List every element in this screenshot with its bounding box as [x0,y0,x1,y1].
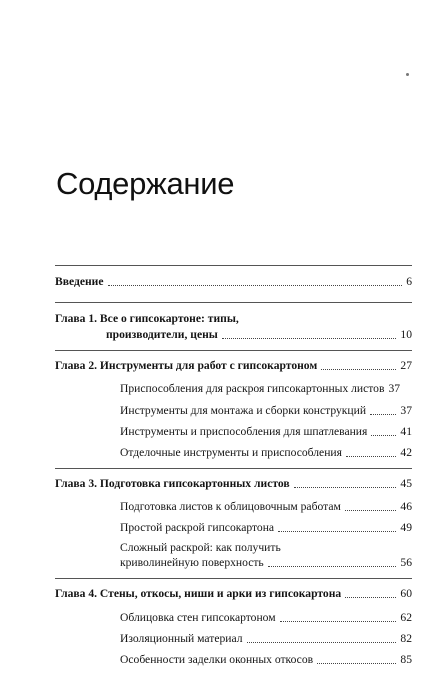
divider [55,302,412,303]
leader-dots [247,642,397,643]
toc-entry-4-3[interactable] [120,653,412,667]
page-title: Содержание [56,166,235,201]
toc-label: Введение [55,275,104,288]
toc-entry-3-3[interactable] [120,556,412,570]
divider [55,265,412,266]
divider [55,578,412,579]
toc-label: Простой раскрой гипсокартона [120,521,275,534]
toc-page-number: 60 [400,587,412,600]
toc-entry-2-3[interactable] [120,425,412,439]
leader-dots [268,566,397,567]
toc-chapter-1-line1[interactable]: Глава 1. Все о гипсокартоне: типы, [55,312,239,325]
leader-dots [280,621,397,622]
leader-dots [108,285,403,286]
leader-dots [345,510,397,511]
toc-label: Глава 3. Подготовка гипсокартонных листов [55,477,290,490]
toc-page-number: 6 [406,275,412,288]
leader-dots [346,456,396,457]
toc-label: Глава 2. Инструменты для работ с гипсокартоном [55,359,318,372]
leader-dots [371,435,396,436]
toc-page-number: 56 [400,556,412,569]
toc-label: Изоляционный материал [120,632,243,645]
leader-dots [345,597,396,598]
toc-label: Приспособления для раскроя гипсокартонных листов [120,382,385,395]
toc-page-number: 41 [400,425,412,438]
toc-label: производители, цены [106,328,218,341]
divider [55,350,412,351]
leader-dots [370,414,396,415]
leader-dots [294,487,397,488]
toc-page-number: 49 [400,521,412,534]
toc-page-number: 37 [388,382,401,395]
toc-entry-4-1[interactable] [120,611,412,625]
toc-page-number: 62 [400,611,412,624]
toc-label: Подготовка листов к облицовочным работам [120,500,341,513]
toc-entry-chapter-1[interactable] [106,328,412,342]
toc-page-number: 46 [400,500,412,513]
toc-entry-4-2[interactable] [120,632,412,646]
toc-entry-3-3-line1[interactable]: Сложный раскрой: как получить [120,541,281,554]
toc-page-number: 37 [400,404,412,417]
toc-label: Глава 4. Стены, откосы, ниши и арки из гипсокартона [55,587,342,600]
toc-page-number: 10 [400,328,412,341]
leader-dots [222,338,397,339]
toc-label: Облицовка стен гипсокартоном [120,611,276,624]
leader-dots [317,663,396,664]
leader-dots [321,369,396,370]
toc-entry-chapter-4[interactable] [55,587,412,601]
divider [55,468,412,469]
toc-entry-chapter-3[interactable] [55,477,412,491]
toc-entry-chapter-2[interactable] [55,359,412,373]
toc-entry-intro[interactable] [55,275,412,289]
toc-entry-2-1[interactable] [120,382,412,396]
toc-page-number: 45 [400,477,412,490]
toc-entry-3-1[interactable] [120,500,412,514]
toc-entry-2-4[interactable] [120,446,412,460]
toc-page-number: 27 [400,359,412,372]
toc-page-number: 42 [400,446,412,459]
toc-label: криволинейную поверхность [120,556,264,569]
page-mark [406,73,409,76]
toc-label: Отделочные инструменты и приспособления [120,446,342,459]
toc-entry-3-2[interactable] [120,521,412,535]
toc-label: Инструменты и приспособления для шпатлевания [120,425,368,438]
toc-label: Особенности заделки оконных откосов [120,653,314,666]
leader-dots [278,531,396,532]
toc-label: Инструменты для монтажа и сборки конструкций [120,404,367,417]
toc-page-number: 82 [400,632,412,645]
toc-page-number: 85 [400,653,412,666]
toc-entry-2-2[interactable] [120,404,412,418]
